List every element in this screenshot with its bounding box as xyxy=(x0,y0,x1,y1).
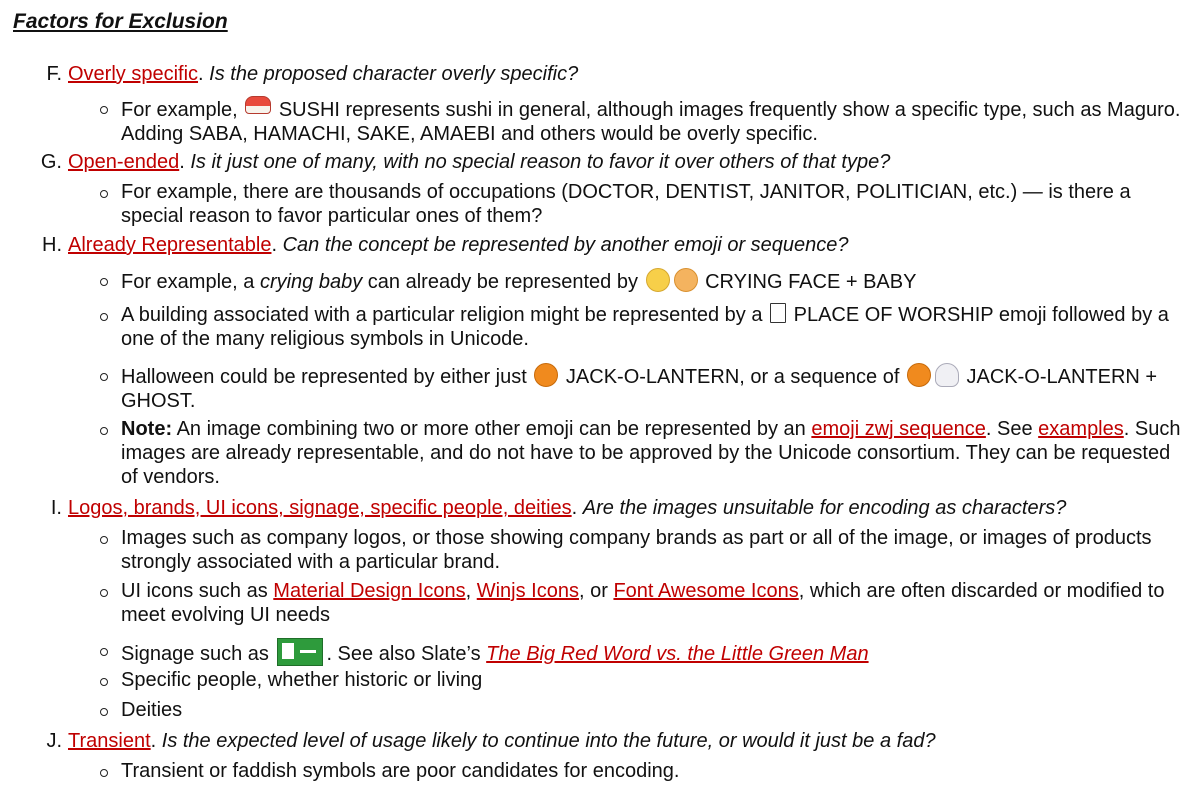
list-item: Specific people, whether historic or living xyxy=(100,668,1185,692)
transient-link[interactable]: Transient xyxy=(68,730,151,752)
bullet-icon xyxy=(100,373,108,381)
section-heading: Factors for Exclusion xyxy=(13,10,228,33)
item-letter: H. xyxy=(42,234,62,256)
list-item: A building associated with a particular religion might be represented by a PLACE OF WORSHIP emoji followed by a one of the many religious symbols in Unicode. xyxy=(100,303,1185,351)
item-letter: F. xyxy=(46,63,62,85)
bullet-icon xyxy=(100,769,108,777)
logos-brands-link[interactable]: Logos, brands, UI icons, signage, specific people, deities xyxy=(68,497,572,519)
item-question: Is the expected level of usage likely to continue into the future, or would it just be a fad? xyxy=(161,730,936,752)
bullet-icon xyxy=(100,678,108,686)
item-question: Is the proposed character overly specific? xyxy=(209,63,579,85)
item-h: H. Already Representable. Can the concept be represented by another emoji or sequence? xyxy=(42,234,849,256)
baby-icon xyxy=(674,268,698,292)
bullet-icon xyxy=(100,190,108,198)
list-item: Signage such as . See also Slate’s The Big Red Word vs. the Little Green Man xyxy=(100,638,1185,666)
place-of-worship-icon xyxy=(770,303,786,323)
bullet-icon xyxy=(100,313,108,321)
bullet-icon xyxy=(100,106,108,114)
overly-specific-link[interactable]: Overly specific xyxy=(68,63,199,85)
list-item: For example, there are thousands of occupations (DOCTOR, DENTIST, JANITOR, POLITICIAN, etc.) — is there a special reason to favor particular ones of them? xyxy=(100,180,1185,228)
bullet-icon xyxy=(100,708,108,716)
item-letter: G. xyxy=(40,151,62,173)
bullet-icon xyxy=(100,536,108,544)
ghost-icon xyxy=(935,363,959,387)
already-representable-link[interactable]: Already Representable xyxy=(68,234,272,256)
list-item: Images such as company logos, or those showing company brands as part or all of the image, or images of products strongly associated with a particular brand. xyxy=(100,526,1185,574)
jack-o-lantern-icon xyxy=(907,363,931,387)
exit-sign-icon xyxy=(277,638,323,666)
slate-article-link[interactable]: The Big Red Word vs. the Little Green Man xyxy=(486,643,869,665)
item-question: Are the images unsuitable for encoding as characters? xyxy=(582,497,1067,519)
list-item: For example, SUSHI represents sushi in general, although images frequently show a specific type, such as Maguro. Adding SABA, HAMACHI, SAKE, AMAEBI and others would be overly specific. xyxy=(100,96,1185,146)
crying-face-icon xyxy=(646,268,670,292)
item-letter: I. xyxy=(50,497,62,519)
bullet-icon xyxy=(100,589,108,597)
sushi-icon xyxy=(245,96,271,114)
item-j: J. Transient. Is the expected level of usage likely to continue into the future, or would it just be a fad? xyxy=(40,729,936,753)
item-i: I. Logos, brands, UI icons, signage, specific people, deities. Are the images unsuitable for encoding as characters? xyxy=(40,496,1066,520)
item-question: Can the concept be represented by another emoji or sequence? xyxy=(282,234,849,256)
bullet-icon xyxy=(100,427,108,435)
item-question: Is it just one of many, with no special reason to favor it over others of that type? xyxy=(190,151,891,173)
material-design-icons-link[interactable]: Material Design Icons xyxy=(273,580,466,602)
jack-o-lantern-icon xyxy=(534,363,558,387)
list-item: Deities xyxy=(100,698,1185,722)
list-item: UI icons such as Material Design Icons, Winjs Icons, or Font Awesome Icons, which are often discarded or modified to meet evolving UI needs xyxy=(100,579,1185,627)
bullet-icon xyxy=(100,648,108,656)
item-g: G. Open-ended. Is it just one of many, with no special reason to favor it over others of that type? xyxy=(40,151,891,173)
list-item: Note: An image combining two or more other emoji can be represented by an emoji zwj sequence. See examples. Such images are already representable, and do not have to be approved by the Unicode consortium. They can be requested of vendors. xyxy=(100,417,1185,489)
bullet-icon xyxy=(100,278,108,286)
list-item: Transient or faddish symbols are poor candidates for encoding. xyxy=(100,759,1185,783)
item-letter: J. xyxy=(46,730,62,752)
open-ended-link[interactable]: Open-ended xyxy=(68,151,180,173)
examples-link[interactable]: examples xyxy=(1038,418,1124,440)
winjs-icons-link[interactable]: Winjs Icons xyxy=(476,580,579,602)
emoji-zwj-sequence-link[interactable]: emoji zwj sequence xyxy=(811,418,986,440)
item-f: F. Overly specific. Is the proposed character overly specific? xyxy=(40,62,578,86)
font-awesome-icons-link[interactable]: Font Awesome Icons xyxy=(613,580,799,602)
list-item: For example, a crying baby can already be represented by CRYING FACE + BABY xyxy=(100,268,1185,294)
list-item: Halloween could be represented by either just JACK-O-LANTERN, or a sequence of JACK-O-LANTERN + GHOST. xyxy=(100,363,1185,413)
